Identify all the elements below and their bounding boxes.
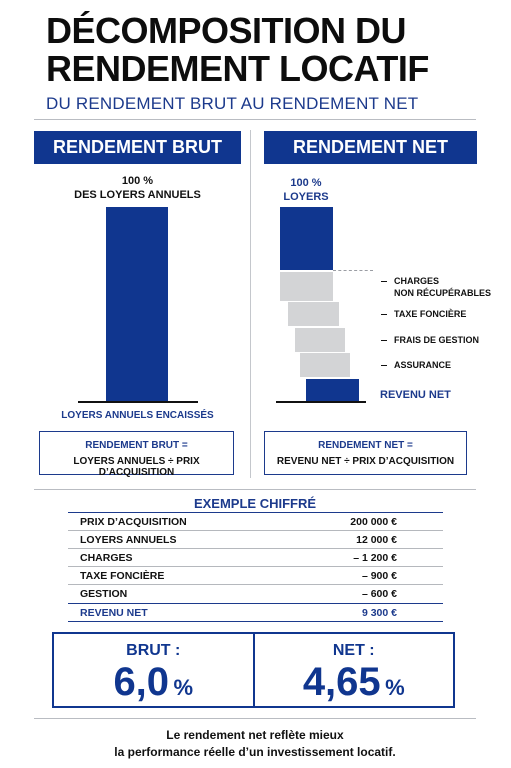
net-top-pct: 100 % [290,177,322,189]
net-heading: RENDEMENT NET [264,131,477,164]
net-step-charges [280,272,333,301]
results-box [52,632,455,708]
kpi-brut [54,634,253,706]
kpi-net-label: NET : [332,642,375,659]
net-step-assurance [300,353,350,377]
column-divider [250,130,251,478]
step-label-assurance: ASSURANCE [381,359,491,371]
kpi-net [253,634,454,706]
brut-top-pct: 100 % [121,175,154,187]
footer-divider [34,718,476,719]
example-title: EXEMPLE CHIFFRÉ [193,496,317,511]
kpi-brut-value: 6,0 [113,660,170,704]
table-row: TAXE FONCIÈRE – 900 € [68,567,443,585]
kpi-net-unit: % [385,675,405,700]
brut-top-label [34,174,241,202]
table-row: GESTION – 600 € [80,588,397,600]
brut-bar [106,207,168,401]
net-guide-line [333,270,373,271]
tick-mark [381,340,387,341]
kpi-brut-unit: % [173,675,194,700]
net-top-label [268,176,344,204]
page-subtitle: DU RENDEMENT BRUT AU RENDEMENT NET [46,94,419,113]
brut-formula-box [39,431,234,478]
table-row: CHARGES – 1 200 € [68,549,443,567]
title-line-2: RENDEMENT LOCATIF [46,48,429,89]
net-top-text: LOYERS [283,191,329,203]
example-table [68,512,443,622]
page-title [46,12,486,88]
title-divider [34,119,476,120]
net-baseline [276,401,366,403]
brut-heading: RENDEMENT BRUT [34,131,241,164]
example-divider [34,489,476,490]
kpi-net-value: 4,65 [302,660,381,704]
brut-bottom-label: LOYERS ANNUELS ENCAISSÉS [61,410,214,421]
tick-mark [381,314,387,315]
net-formula-box [264,431,467,475]
net-loyers-bar [280,207,333,270]
table-total-row: REVENU NET 9 300 € [68,603,443,622]
net-result-bar [306,379,359,401]
net-result-label: REVENU NET [380,389,451,401]
brut-baseline [78,401,198,403]
kpi-brut-label: BRUT : [126,642,181,659]
table-row: LOYERS ANNUELS 12 000 € [68,531,443,549]
step-label-charges: CHARGES NON RÉCUPÉRABLES [381,275,491,299]
brut-formula-title: RENDEMENT BRUT = [85,440,188,451]
title-line-1: DÉCOMPOSITION DU [46,10,407,51]
net-step-taxe [288,302,339,326]
net-formula-body: REVENU NET ÷ PRIX D’ACQUISITION [276,456,455,467]
net-formula-title: RENDEMENT NET = [318,440,413,451]
tick-mark [381,365,387,366]
step-label-gestion: FRAIS DE GESTION [381,334,491,346]
brut-top-text: DES LOYERS ANNUELS [74,189,201,201]
tick-mark [381,281,387,282]
brut-formula-body: LOYERS ANNUELS ÷ PRIX D’ACQUISITION [73,456,200,478]
footer-line-2: la performance réelle d’un investissement locatif. [114,745,396,759]
footer-note [34,727,476,761]
net-step-gestion [295,328,345,352]
step-label-taxe: TAXE FONCIÈRE [381,308,491,320]
table-row: PRIX D’ACQUISITION 200 000 € [68,513,443,531]
footer-line-1: Le rendement net reflète mieux [166,728,344,742]
